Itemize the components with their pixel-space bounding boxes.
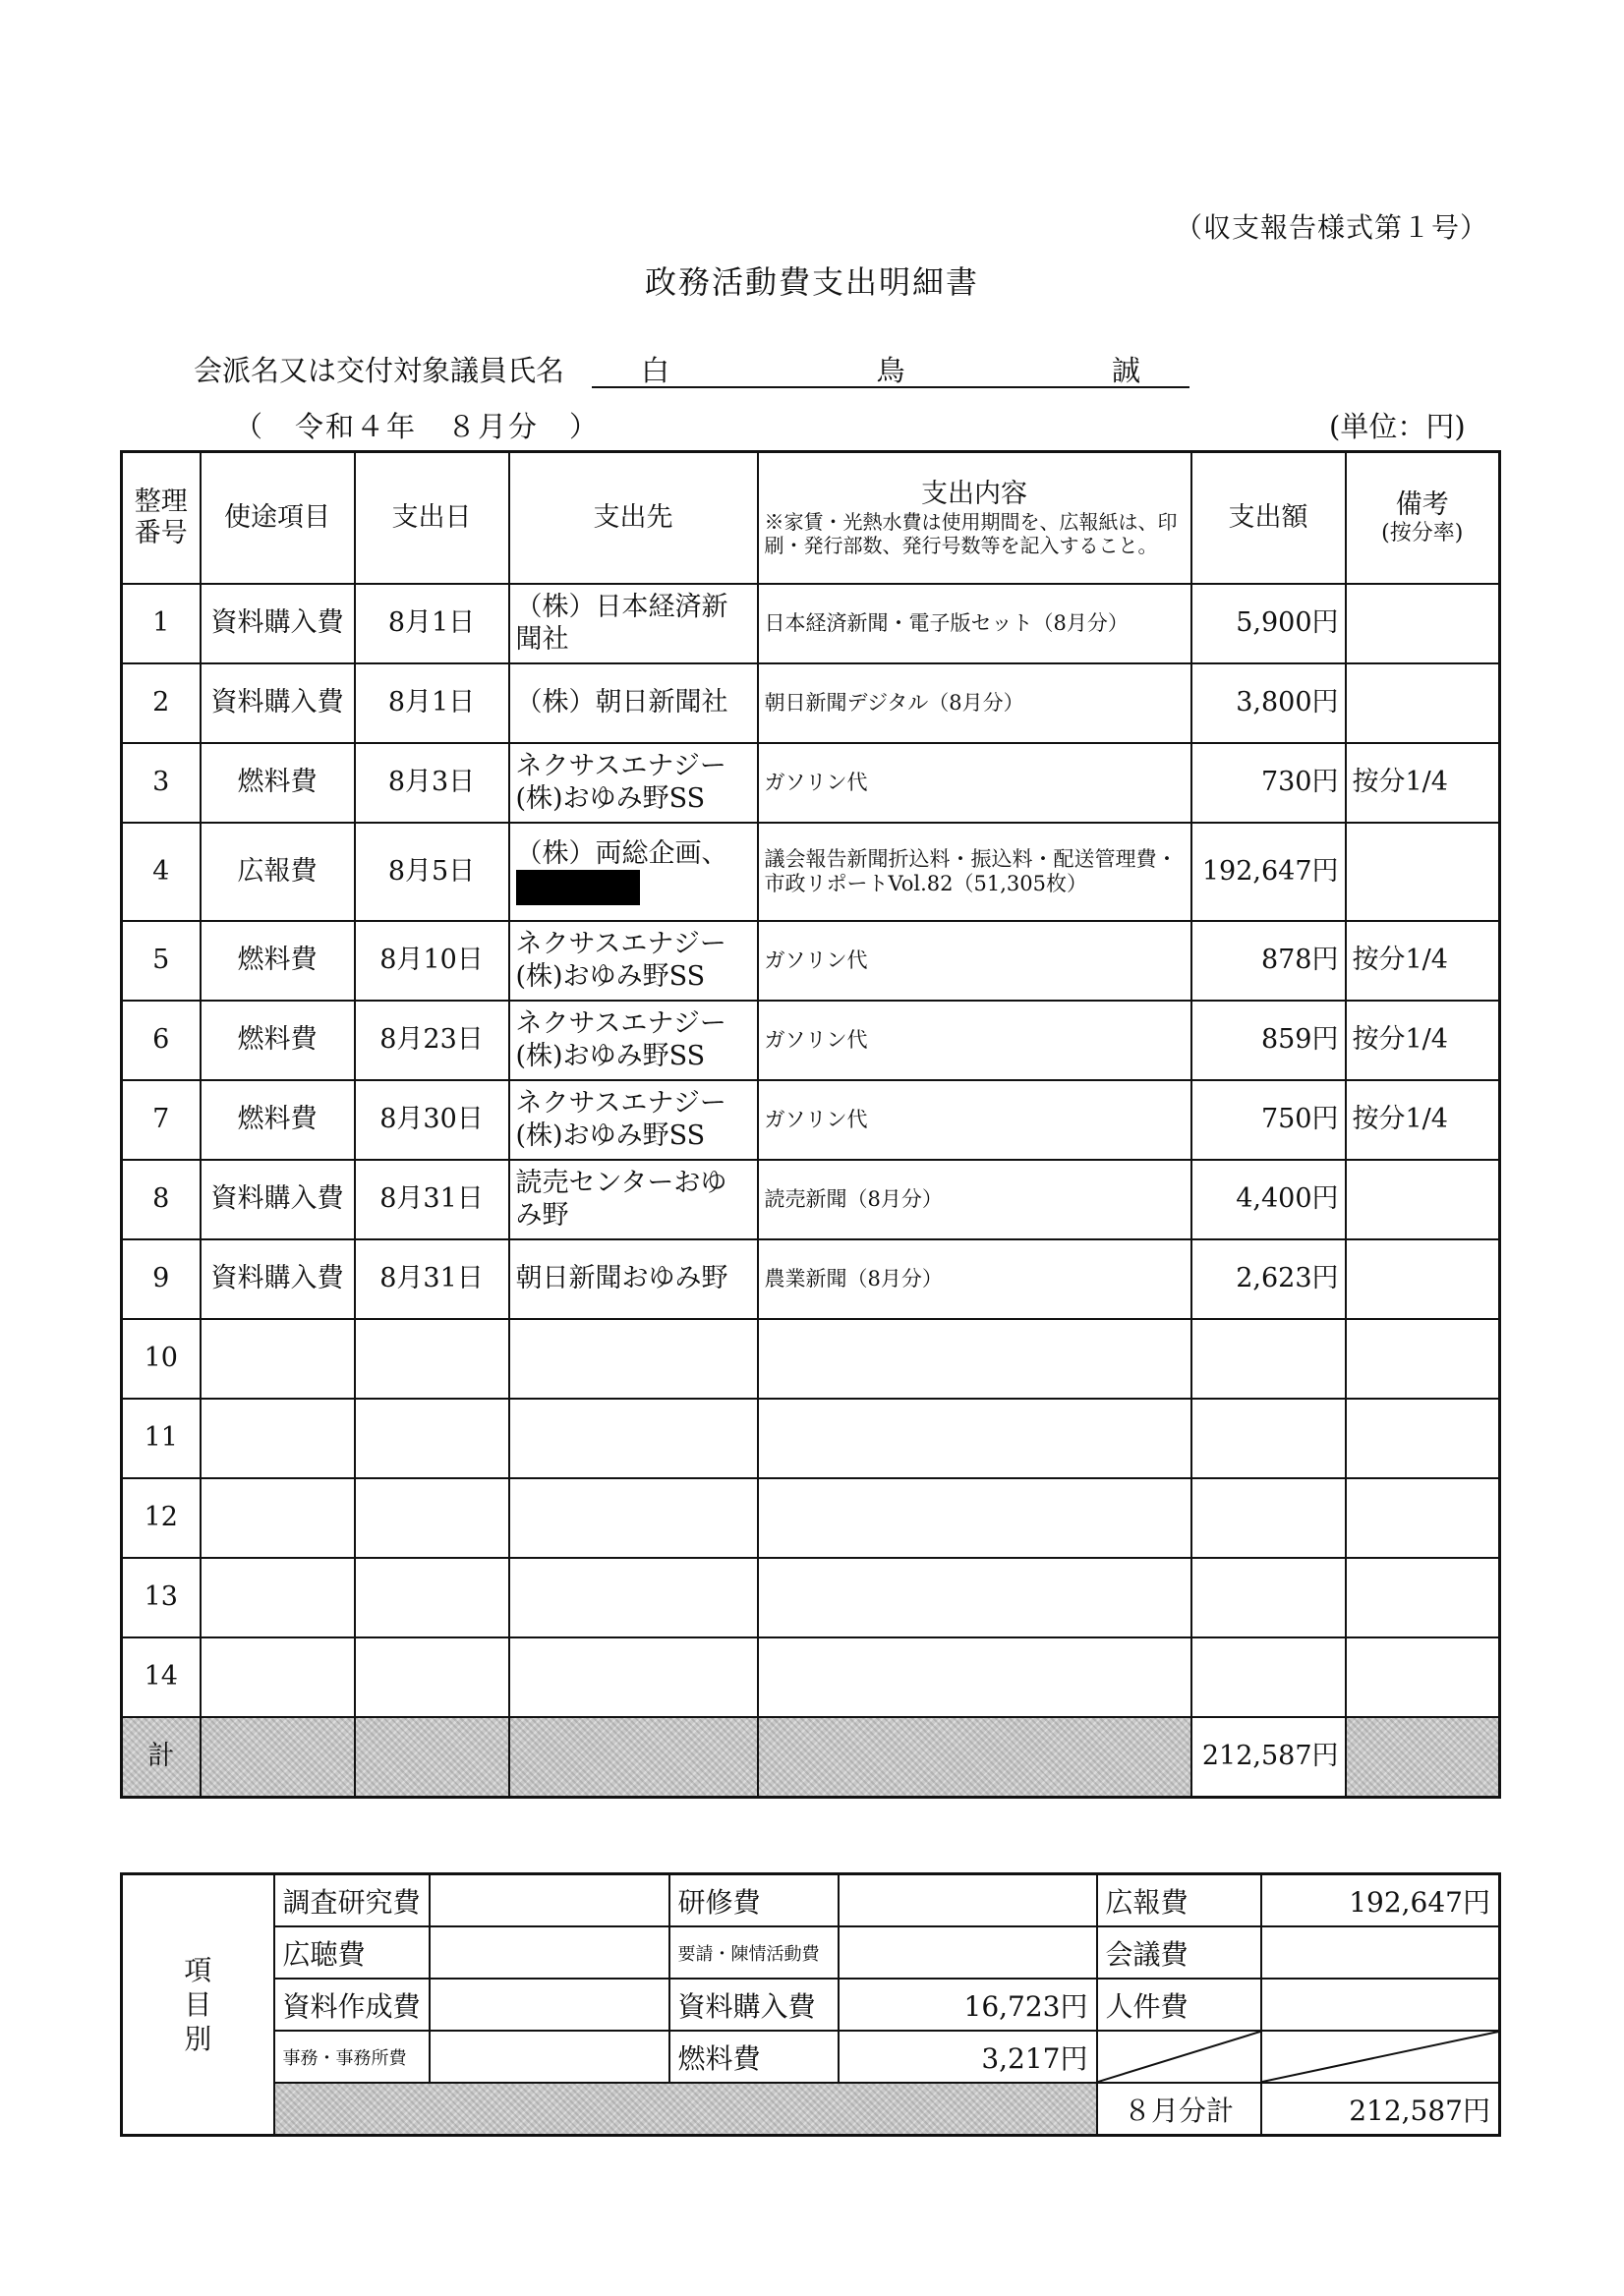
cell-note: 按分1/4 xyxy=(1346,743,1500,823)
cell-category: 資料購入費 xyxy=(201,584,355,663)
cell-category: 資料購入費 xyxy=(201,663,355,743)
shaded-cell xyxy=(758,1717,1191,1798)
header-content-label: 支出内容 xyxy=(921,478,1027,509)
summary-label: 人件費 xyxy=(1097,1979,1261,2031)
summary-value: 3,217円 xyxy=(839,2031,1097,2083)
cell-date xyxy=(355,1637,509,1717)
header-category: 使途項目 xyxy=(201,452,355,585)
cell-no: 4 xyxy=(122,823,201,921)
cell-amount xyxy=(1191,1478,1346,1558)
month-total-label: ８月分計 xyxy=(1097,2083,1261,2136)
member-name xyxy=(592,349,1189,389)
cell-note xyxy=(1346,823,1500,921)
cell-date: 8月1日 xyxy=(355,584,509,663)
table-header-row xyxy=(122,452,1500,585)
cell-note xyxy=(1346,1478,1500,1558)
summary-value xyxy=(839,1874,1097,1927)
cell-amount: 3,800円 xyxy=(1191,663,1346,743)
cell-no: 7 xyxy=(122,1080,201,1160)
unit-label: (単位：円) xyxy=(1329,410,1466,443)
month-total-value: 212,587円 xyxy=(1261,2083,1500,2136)
summary-row xyxy=(122,1926,1500,1979)
header-content xyxy=(758,452,1191,585)
cell-date: 8月30日 xyxy=(355,1080,509,1160)
cell-no: 13 xyxy=(122,1558,201,1637)
total-label: 計 xyxy=(122,1717,201,1798)
cell-payee: ネクサスエナジー(株)おゆみ野SS xyxy=(509,921,758,1001)
summary-label: 研修費 xyxy=(669,1874,839,1927)
table-row xyxy=(122,823,1500,921)
cell-date: 8月3日 xyxy=(355,743,509,823)
redaction-block xyxy=(516,870,640,905)
cell-date xyxy=(355,1478,509,1558)
cell-content: ガソリン代 xyxy=(758,1001,1191,1080)
cell-date xyxy=(355,1558,509,1637)
cell-date xyxy=(355,1399,509,1478)
cell-content: 朝日新聞デジタル（8月分） xyxy=(758,663,1191,743)
table-row xyxy=(122,1001,1500,1080)
cell-category: 燃料費 xyxy=(201,1001,355,1080)
cell-date: 8月5日 xyxy=(355,823,509,921)
summary-value xyxy=(430,1979,669,2031)
summary-label: 広聴費 xyxy=(274,1926,430,1979)
cell-no: 12 xyxy=(122,1478,201,1558)
cell-category: 燃料費 xyxy=(201,1080,355,1160)
header-content-note: ※家賃・光熱水費は使用期間を、広報紙は、印刷・発行部数、発行号数等を記入すること。 xyxy=(764,510,1178,558)
cell-date: 8月1日 xyxy=(355,663,509,743)
cell-payee: 朝日新聞おゆみ野 xyxy=(509,1239,758,1319)
cell-amount: 859円 xyxy=(1191,1001,1346,1080)
summary-value xyxy=(430,2031,669,2083)
cell-amount: 4,400円 xyxy=(1191,1160,1346,1239)
cell-date: 8月31日 xyxy=(355,1160,509,1239)
cell-payee: 読売センターおゆみ野 xyxy=(509,1160,758,1239)
table-row xyxy=(122,1319,1500,1399)
table-row xyxy=(122,743,1500,823)
table-row xyxy=(122,1399,1500,1478)
header-note-label: 備考 xyxy=(1395,488,1449,520)
cell-content xyxy=(758,1478,1191,1558)
cell-category: 資料購入費 xyxy=(201,1239,355,1319)
summary-label: 資料作成費 xyxy=(274,1979,430,2031)
side-char: 項 xyxy=(184,1954,212,1986)
diagonal-cell xyxy=(1097,2031,1261,2083)
diagonal-cell xyxy=(1261,2031,1500,2083)
table-row xyxy=(122,1160,1500,1239)
summary-row xyxy=(122,2031,1500,2083)
cell-payee xyxy=(509,1399,758,1478)
cell-no: 8 xyxy=(122,1160,201,1239)
total-row xyxy=(122,1717,1500,1798)
side-char: 目 xyxy=(184,1988,212,2021)
cell-payee: （株）朝日新聞社 xyxy=(509,663,758,743)
cell-no: 10 xyxy=(122,1319,201,1399)
cell-note xyxy=(1346,1160,1500,1239)
table-row xyxy=(122,1558,1500,1637)
cell-content xyxy=(758,1558,1191,1637)
summary-value xyxy=(839,1926,1097,1979)
cell-amount: 2,623円 xyxy=(1191,1239,1346,1319)
shaded-cell xyxy=(201,1717,355,1798)
cell-note: 按分1/4 xyxy=(1346,921,1500,1001)
cell-content xyxy=(758,1637,1191,1717)
cell-content: 議会報告新聞折込料・振込料・配送管理費・市政リポートVol.82（51,305枚） xyxy=(758,823,1191,921)
table-row xyxy=(122,1478,1500,1558)
cell-content xyxy=(758,1319,1191,1399)
cell-note xyxy=(1346,584,1500,663)
cell-content: 読売新聞（8月分） xyxy=(758,1160,1191,1239)
cell-amount xyxy=(1191,1558,1346,1637)
summary-label: 会議費 xyxy=(1097,1926,1261,1979)
cell-payee xyxy=(509,1478,758,1558)
cell-amount: 192,647円 xyxy=(1191,823,1346,921)
header-no: 整理番号 xyxy=(122,452,201,585)
cell-payee: ネクサスエナジー(株)おゆみ野SS xyxy=(509,1001,758,1080)
cell-amount: 5,900円 xyxy=(1191,584,1346,663)
shaded-cell xyxy=(274,2083,1097,2136)
cell-note xyxy=(1346,663,1500,743)
table-row xyxy=(122,584,1500,663)
summary-label: 事務・事務所費 xyxy=(274,2031,430,2083)
cell-note xyxy=(1346,1399,1500,1478)
cell-no: 6 xyxy=(122,1001,201,1080)
cell-date: 8月31日 xyxy=(355,1239,509,1319)
cell-category xyxy=(201,1319,355,1399)
cell-payee: ネクサスエナジー(株)おゆみ野SS xyxy=(509,743,758,823)
cell-category xyxy=(201,1558,355,1637)
cell-note: 按分1/4 xyxy=(1346,1080,1500,1160)
summary-value xyxy=(430,1874,669,1927)
summary-table xyxy=(120,1872,1501,2137)
cell-note xyxy=(1346,1319,1500,1399)
cell-content xyxy=(758,1399,1191,1478)
cell-content: 農業新聞（8月分） xyxy=(758,1239,1191,1319)
member-name-underline xyxy=(592,386,1189,388)
cell-note xyxy=(1346,1637,1500,1717)
cell-category xyxy=(201,1637,355,1717)
table-row xyxy=(122,1637,1500,1717)
cell-category xyxy=(201,1399,355,1478)
cell-no: 14 xyxy=(122,1637,201,1717)
cell-date xyxy=(355,1319,509,1399)
summary-side-label xyxy=(122,1874,274,2136)
summary-label: 広報費 xyxy=(1097,1874,1261,1927)
cell-payee: （株）日本経済新聞社 xyxy=(509,584,758,663)
summary-value: 16,723円 xyxy=(839,1979,1097,2031)
cell-payee xyxy=(509,1558,758,1637)
summary-value: 192,647円 xyxy=(1261,1874,1500,1927)
summary-row xyxy=(122,2083,1500,2136)
cell-content: ガソリン代 xyxy=(758,1080,1191,1160)
summary-label: 要請・陳情活動費 xyxy=(669,1926,839,1979)
member-name-part: 鳥 xyxy=(876,354,905,387)
cell-amount xyxy=(1191,1319,1346,1399)
cell-payee xyxy=(509,823,758,921)
summary-value xyxy=(430,1926,669,1979)
cell-payee xyxy=(509,1319,758,1399)
summary-label: 調査研究費 xyxy=(274,1874,430,1927)
cell-content: ガソリン代 xyxy=(758,921,1191,1001)
cell-note xyxy=(1346,1558,1500,1637)
cell-amount: 878円 xyxy=(1191,921,1346,1001)
member-name-part: 白 xyxy=(641,354,670,387)
summary-value xyxy=(1261,1926,1500,1979)
cell-date: 8月23日 xyxy=(355,1001,509,1080)
cell-payee-text: （株）両総企画、 xyxy=(515,837,728,869)
cell-payee: ネクサスエナジー(株)おゆみ野SS xyxy=(509,1080,758,1160)
header-amount: 支出額 xyxy=(1191,452,1346,585)
cell-no: 1 xyxy=(122,584,201,663)
form-number: （収支報告様式第１号） xyxy=(1175,211,1489,244)
cell-no: 2 xyxy=(122,663,201,743)
member-label: 会派名又は交付対象議員氏名 xyxy=(194,354,565,387)
header-date: 支出日 xyxy=(355,452,509,585)
cell-no: 9 xyxy=(122,1239,201,1319)
cell-no: 5 xyxy=(122,921,201,1001)
summary-value xyxy=(1261,1979,1500,2031)
shaded-cell xyxy=(355,1717,509,1798)
cell-date: 8月10日 xyxy=(355,921,509,1001)
cell-content: 日本経済新聞・電子版セット（8月分） xyxy=(758,584,1191,663)
member-name-part: 誠 xyxy=(1111,354,1140,387)
shaded-cell xyxy=(509,1717,758,1798)
cell-amount xyxy=(1191,1637,1346,1717)
table-row xyxy=(122,1080,1500,1160)
cell-content: ガソリン代 xyxy=(758,743,1191,823)
summary-label: 資料購入費 xyxy=(669,1979,839,2031)
table-row xyxy=(122,1239,1500,1319)
cell-category: 燃料費 xyxy=(201,921,355,1001)
cell-no: 11 xyxy=(122,1399,201,1478)
cell-amount: 750円 xyxy=(1191,1080,1346,1160)
header-payee: 支出先 xyxy=(509,452,758,585)
period: （ 令和４年 ８月分 ） xyxy=(234,410,601,443)
cell-note: 按分1/4 xyxy=(1346,1001,1500,1080)
cell-amount: 730円 xyxy=(1191,743,1346,823)
cell-payee xyxy=(509,1637,758,1717)
cell-no: 3 xyxy=(122,743,201,823)
header-note xyxy=(1346,452,1500,585)
cell-note xyxy=(1346,1239,1500,1319)
cell-category: 資料購入費 xyxy=(201,1160,355,1239)
summary-row xyxy=(122,1874,1500,1927)
cell-amount xyxy=(1191,1399,1346,1478)
cell-category: 燃料費 xyxy=(201,743,355,823)
header-note-sub: (按分率) xyxy=(1381,521,1464,545)
cell-category xyxy=(201,1478,355,1558)
summary-row xyxy=(122,1979,1500,2031)
table-row xyxy=(122,663,1500,743)
shaded-cell xyxy=(1346,1717,1500,1798)
cell-category: 広報費 xyxy=(201,823,355,921)
expense-table xyxy=(120,450,1501,1799)
summary-label: 燃料費 xyxy=(669,2031,839,2083)
table-row xyxy=(122,921,1500,1001)
document-title: 政務活動費支出明細書 xyxy=(644,263,979,301)
side-char: 別 xyxy=(184,2023,212,2055)
total-amount: 212,587円 xyxy=(1191,1717,1346,1798)
